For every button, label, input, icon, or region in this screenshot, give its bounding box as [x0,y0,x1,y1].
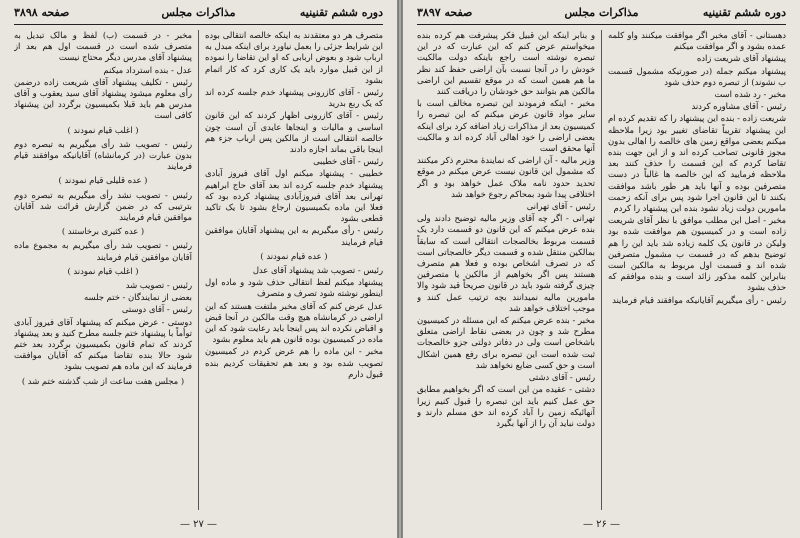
text-column-right [205,30,383,510]
speech-paragraph: رئیس - تصویب نشد رأی میگیریم به تبصره دوم بترتیبی که در ضمن گزارش قرائت شد آقایان موافقین قیام فرمایند [14,189,192,223]
speech-paragraph: بعضی از نمایندگان - ختم جلسه [84,292,192,303]
speech-paragraph: رئیس - آقای خطیبی [313,156,383,167]
header-rule [14,24,383,25]
speech-paragraph: مخبر - اصل این مطلب موافق با نظر آقای شریعت زاده است و در کمیسیون هم موافقت شده بود ولیکن در قانون یک کلمه زیاده شد باید این را هم توضیح بدهم که در قسمت ب مشمول متصرفین شده اند و قسمت اول مربوط به مالکین است بنابراین کلمه مذکور زائد است و بنده موافقم که حذف بشود [608,215,786,293]
left-page [0,0,398,538]
header-page-number: صفحه ۳۸۹۷ [417,6,473,19]
speech-paragraph: پیشنهاد میکنم لفظ انتقالی حذف شود و ماده اول اینطور نوشته شود تصرف و متصرف [205,277,383,299]
speech-paragraph: رئیس - تصویب شد [125,280,192,291]
column-divider [601,30,602,510]
page-folio: — ۲۷ — [179,519,218,530]
speech-paragraph: عدل عرض کنم که آقای مخبر ملتفت هستند که این اراضی در کرمانشاه هیچ وقت مالکین در آنجا قبض و اقباض نکرده اند پس اینجا باید رعایت شود که این ماده در کمیسیون بوده قانون هم باید معلوم بشود [205,300,383,345]
speech-paragraph: رئیس - تصویب شد رأی میگیریم به تبصره دوم بدون عبارت (در کرمانشاه) آقایانیکه موافقند قیام فرمایند [14,138,192,172]
speech-paragraph: و بنابر اینکه این قبیل فکر پیشرفت هم کرده بنده میخواستم عرض کنم که این عبارت که در این تبصره نوشته است راجع باینکه دولت مالکیت خودش را در آنجا نسبت بآن اراضی حفظ کند نظر ما هم همین است که در موقع تقسیم این اراضی مالکین هم بتوانند حق خودشان را دریافت کنند [417,30,595,97]
speech-paragraph: مخبر - بنده عرض میکنم که این مسئله در کمیسیون مطرح شد و چون در بعضی نقاط اراضی متعلق باشخاص است ولی در دفاتر دولتی جزو خالصجات ثبت شده است این تبصره برای رفع همین اشکال است و حق کسی ضایع نخواهد شد [417,315,595,370]
speech-paragraph: مخبر - این ماده را هم عرض کردم در کمیسیون تصویب شده بود و بعد هم تحقیقات کردیم بنده قبول دارم [205,346,383,379]
procedural-note: ( اغلب قیام نمودند ) [67,265,139,276]
speech-paragraph: مخبر - رد شده است [714,89,786,100]
procedural-note: ( عده قیام نمودند ) [260,250,328,261]
procedural-note: ( اغلب قیام نمودند ) [67,124,139,135]
speech-paragraph: خطیبی - پیشنهاد میکنم اول آقای فیروز آبادی پیشنهاد خدم جلسه کرده اند بعد آقای حاج ابراهیم تهرانی بعد آقای فیروزآبادی پیشنهاد کرده بود که فعلا این ماده بکمیسیون ارجاع بشود تا یک تاکید قطعی بشود [205,168,383,224]
speech-paragraph: دهستانی - آقای مخبر اگر موافقت میکنند واو کلمه عمده بشود و اگر موافقت میکنم [608,30,786,52]
speech-paragraph: دوستی - عرض میکنم که پیشنهاد آقای فیروز آبادی توأماً با پیشنهاد ختم جلسه مطرح کنید و بعد پیشنهاد کردند که تمام قانون بکمیسیون برگردد بعد ختم شود حالا بنده تقاضا میکنم که آقایان موافقت فرمایند که این ماده هم تصویب بشود [14,316,192,372]
speech-paragraph: متصرف هر دو معتقدند به اینکه خالصه انتقالی بوده این شرایط جزئی را بعمل نیاورد برای اینکه مبدل به ارباب شود و بعوض اربابی که او این تقاضا را نموده از این قبیل موارد باید یک کاری کرد که کار اتمام بشود [205,30,383,85]
speech-paragraph: رئیس - آقای کازرونی پیشنهاد خدم جلسه کرده اند که یک ربع بدرید [205,87,383,109]
page-header [14,6,383,22]
header-title: مذاکرات مجلس [564,6,639,19]
speech-paragraph: شریعت زاده - بنده این پیشنهاد را که تقدیم کرده ام این پیشنهاد تقریباً تقاضای تغییر بود زیرا ملاحظه میکنم بعضی مواقع زمین های خالصه را اهالی بدون مجوز قانونی تصاحب کرده اند و از این جهت بنده تقاضا کردم که این قسمت را حذف کنند بعد ملاحظه فرمایید که این خالصه ها غالباً در دست متصرفین بوده و آنها باید هر طور باشد موافقت بکنند تا این قانون اجرا شود پس برای آنکه زحمت مامورین دولت زیاد نشود بنده این پیشنهاد را کردم [608,113,786,214]
page-folio: — ۲۶ — [582,519,621,530]
header-title: مذاکرات مجلس [161,6,236,19]
page-header [417,6,786,22]
speech-paragraph: عدل - بنده استرداد میکنم [103,64,192,75]
speech-paragraph: پیشنهاد میکنم جمله (در صورتیکه مشمول قسمت ب نشوند) از تبصره دوم حذف شود [608,65,786,87]
speech-paragraph: مخبر - در قسمت (ب) لفظ و مالک تبدیل به متصرف شده است در قسمت اول هم بعد از پیشنهاد آقای مدرس دیگر محتاج نیست [14,30,192,63]
header-rule [417,24,786,25]
text-column-left [14,30,192,510]
speech-paragraph: مخبر - اینکه فرمودند این تبصره مخالف است با سایر مواد قانون عرض میکنم که این تبصره را کمیسیون بعد از مذاکرات زیاد اضافه کرد برای اینکه بعضی اراضی را خود اهالی آباد کرده اند و مالکیت آنها محقق است [417,98,595,154]
procedural-note: ( عده قلیلی قیام نمودند ) [58,175,148,186]
text-column-right [608,30,786,510]
speech-paragraph: رئیس - تصویب شد پیشنهاد آقای عدل [252,265,383,276]
header-session: دوره ششم تقنینیه [299,6,383,19]
header-page-number: صفحه ۳۸۹۸ [14,6,70,19]
speech-paragraph: رئیس - تکلیف پیشنهاد آقای شریعت زاده درضمن رأی معلوم میشود پیشنهاد آقای سید یعقوب و آقای مدرس هم باید قبلا بکمیسیون برگردد این پیشنهاد کافی است [14,76,192,121]
speech-paragraph: رئیس - آقای تهرانی [526,201,595,212]
speech-paragraph: رئیس - آقای کازرونی اظهار کردند که این قانون اساسی و مالیات و اینجاها عایدی آن است چون خالصه انتقالی است از مالکین پس ارباب جزء هم اینجا باقی بماند اجازه دادند [205,110,383,155]
speech-paragraph: رئیس - آقای مشاوره کردند [691,101,786,112]
speech-paragraph: رئیس - رأی میگیریم به این پیشنهاد آقایان موافقین قیام فرمایند [205,225,383,247]
speech-paragraph: دشتی - عقیده من این است که اگر بخواهیم مطابق حق عمل کنیم باید این تبصره را قبول کنیم زیرا آنهائیکه زمین را آباد کرده اند حق مسلم دارند و دولت نباید آن را از آنها بگیرد [417,384,595,428]
text-column-left [417,30,595,510]
speech-paragraph: رئیس - آقای دوستی [121,304,192,315]
speech-paragraph: رئیس - رأی میگیریم آقایانیکه موافقند قیام فرمایند [612,294,786,305]
speech-paragraph: رئیس - آقای دشتی [528,372,595,383]
speech-paragraph: تهرانی - اگر چه آقای وزیر مالیه توضیح دادند ولی بنده عرض میکنم که این قانون دو قسمت دارد یک قسمت مربوط بخالصجات انتقالی است که سابقاً بمالکین منتقل شده و قسمت دیگر خالصجاتی است که در تصرف اشخاص بوده و فعلا هم متصرف هستند پس اگر بخواهیم از مالکین یا متصرفین چیزی گرفته شود باید در قانون صریحاً قید شود والا مامورین مالیه نمیدانند بچه ترتیب عمل کنند و موجب اختلاف خواهد شد [417,213,595,313]
right-page [402,0,800,538]
speech-paragraph: وزیر مالیه - آن اراضی که نمایندۀ محترم ذکر میکنند که مشمول این قانون نیست عرض میکنم در موقع تحدید حدود نامه ملاک عمل خواهد بود و اگر اختلافی پیدا شود بمحاکم رجوع خواهد شد [417,155,595,199]
speech-paragraph: رئیس - تصویب شد رأی میگیریم به مجموع ماده آقایان موافقین قیام فرمایند [14,240,192,262]
speech-paragraph: پیشنهاد آقای شریعت زاده [696,53,786,64]
procedural-note: ( مجلس هفت ساعت از شب گذشته ختم شد ) [21,375,185,386]
procedural-note: ( عده کثیری برخاستند ) [61,226,145,237]
column-divider [198,30,199,510]
header-session: دوره ششم تقنینیه [702,6,786,19]
